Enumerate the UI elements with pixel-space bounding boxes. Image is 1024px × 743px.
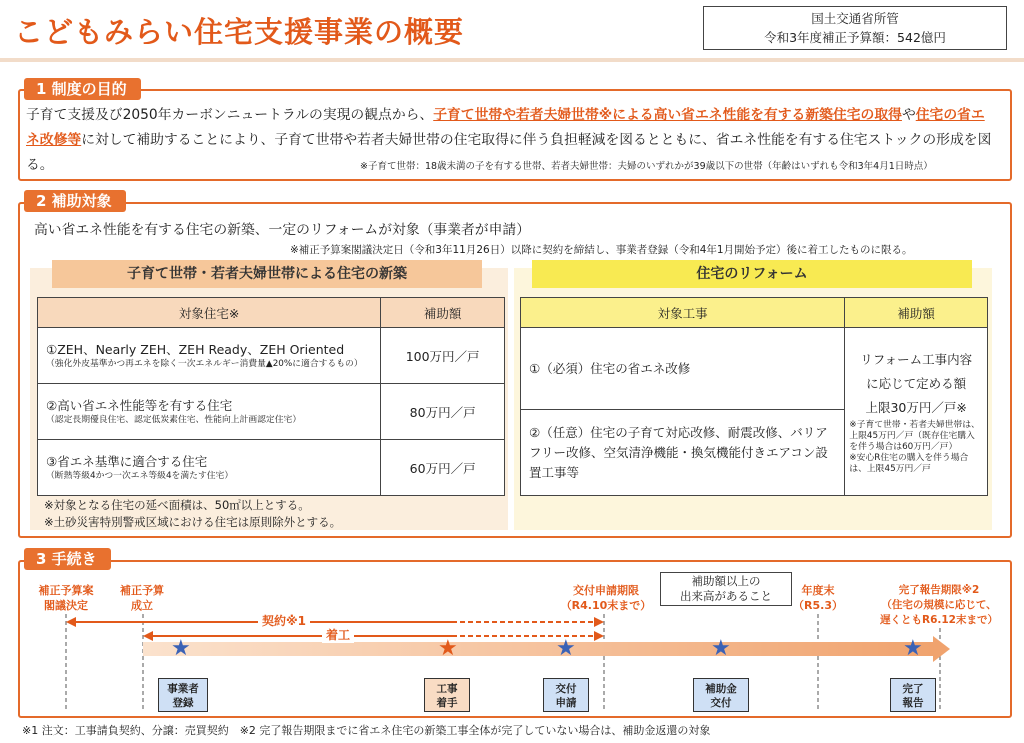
page-title: こどもみらい住宅支援事業の概要 <box>14 15 465 49</box>
timeline-band <box>143 642 933 656</box>
milestone-text: 成立 <box>131 599 153 612</box>
step-text: 補助金 <box>705 683 737 695</box>
row-label: ②高い省エネ性能等を有する住宅 <box>46 397 233 413</box>
milestone-text: 遅くともR6.12末まで） <box>880 614 998 626</box>
column-header: 対象住宅※ <box>38 298 381 328</box>
step-text: 事業者 <box>167 683 199 695</box>
reform-amount-b: に応じて定める額 <box>866 376 967 391</box>
step-star-icon: ★ <box>438 636 458 661</box>
table-cell <box>38 328 381 384</box>
contract-label: 契約※1 <box>258 612 310 629</box>
row-sub: （強化外皮基準かつ再エネを除く一次エネルギー消費量▲20%に適合するもの） <box>46 358 363 369</box>
reform-note: ※子育て世帯・若者夫婦世帯は、上限45万円／戸（既存住宅購入を伴う場合は60万円／戸） <box>849 420 980 452</box>
timeline-graphic <box>0 600 1024 720</box>
table-header-row <box>521 298 988 328</box>
step-text: 申請 <box>555 697 577 709</box>
amount-cell: 80万円／戸 <box>381 384 505 440</box>
step-star-icon: ★ <box>711 636 731 661</box>
milestone-text: 年度末 <box>801 584 835 597</box>
column-header: 補助額 <box>845 298 988 328</box>
s1-text-a: 子育て支援及び2050年カーボンニュートラルの実現の観点から、 <box>26 107 434 123</box>
step-text: 完了 <box>902 683 924 695</box>
row-label: ③省エネ基準に適合する住宅 <box>46 453 208 469</box>
s1-text-c: に対して補助することにより、子育て世帯や若者夫婦世帯の住宅取得に伴う負担軽減を図るとともに、省エネ性能を有する住宅ストックの形成を図る。 <box>26 132 992 173</box>
callout-text: 出来高があること <box>680 589 772 603</box>
table-row <box>38 440 505 496</box>
s1-highlight-1: 子育て世帯や若者夫婦世帯※による高い省エネ性能を有する新築住宅の取得 <box>433 107 902 123</box>
row-sub: （認定長期優良住宅、認定低炭素住宅、性能向上計画認定住宅） <box>46 414 302 425</box>
section1-note: ※子育て世帯：18歳未満の子を有する世帯、若者夫婦世帯：夫婦のいずれかが39歳以下の世帯（年齢はいずれも令和3年4月1日時点） <box>360 161 933 172</box>
note-line: ※対象となる住宅の延べ面積は、50㎡以上とする。 <box>44 498 310 512</box>
s1-text-b: や <box>901 107 916 123</box>
reform-table <box>520 297 988 496</box>
note-line: ※土砂災害特別警戒区域における住宅は原則除外とする。 <box>44 515 342 529</box>
new-build-notes <box>44 497 341 531</box>
milestone-text: 交付申請期限 <box>573 584 639 597</box>
table-row <box>38 384 505 440</box>
table-cell <box>38 384 381 440</box>
header-divider <box>0 58 1024 62</box>
new-build-heading: 子育て世帯・若者夫婦世帯による住宅の新築 <box>52 260 482 288</box>
arrow-head <box>594 617 604 627</box>
milestone-text: （R4.10末まで） <box>560 599 652 612</box>
row-label: ①ZEH、Nearly ZEH、ZEH Ready、ZEH Oriented <box>46 341 345 357</box>
table-cell: ②（任意）住宅の子育て対応改修、耐震改修、バリアフリー改修、空気清浄機能・換気機能付きエアコン設置工事等 <box>521 410 845 496</box>
milestone-text: 完了報告期限※2 <box>898 584 980 596</box>
step-grant <box>693 678 749 712</box>
reform-amount-c: 上限30万円／戸※ <box>865 400 967 415</box>
step-text: 報告 <box>902 697 924 709</box>
arrow-head <box>66 617 76 627</box>
budget-box <box>703 6 1007 50</box>
section2-note: ※補正予算案閣議決定日（令和3年11月26日）以降に契約を締結し、事業者登録（令和4年1月開始予定）後に着工したものに限る。 <box>290 244 913 256</box>
column-header: 対象工事 <box>521 298 845 328</box>
step-text: 着手 <box>436 697 458 709</box>
step-report <box>890 678 936 712</box>
s1-highlight-2: 住宅の省エネ改修等 <box>26 107 985 148</box>
step-text: 登録 <box>172 697 194 709</box>
reform-amount-a: リフォーム工事内容 <box>860 352 973 367</box>
row-sub: （断熱等級4かつ一次エネ等級4を満たす住宅） <box>46 470 234 481</box>
amount-cell <box>845 328 988 496</box>
milestone-text: 閣議決定 <box>44 599 88 612</box>
section1-tab: 1 制度の目的 <box>24 78 141 100</box>
ministry-label: 国土交通省所管 <box>811 11 899 26</box>
milestone-text: （R5.3） <box>793 599 843 612</box>
step-application <box>543 678 589 712</box>
table-row <box>38 328 505 384</box>
column-header: 補助額 <box>381 298 505 328</box>
section2-tab: 2 補助対象 <box>24 190 126 212</box>
table-header-row <box>38 298 505 328</box>
step-star-icon: ★ <box>556 636 576 661</box>
new-build-table <box>37 297 505 496</box>
reform-heading: 住宅のリフォーム <box>532 260 972 288</box>
step-star-icon: ★ <box>171 636 191 661</box>
step-start <box>424 678 470 712</box>
step-text: 工事 <box>436 683 458 695</box>
step-registration <box>158 678 208 712</box>
step-star-icon: ★ <box>903 636 923 661</box>
budget-label: 令和3年度補正予算額：542億円 <box>764 30 946 45</box>
table-cell <box>38 440 381 496</box>
arrow-head <box>594 631 604 641</box>
section2-lead: 高い省エネ性能を有する住宅の新築、一定のリフォームが対象（事業者が申請） <box>34 222 530 238</box>
section3-tab: 3 手続き <box>24 548 111 570</box>
step-text: 交付 <box>710 697 732 709</box>
step-text: 交付 <box>555 683 577 695</box>
table-cell: ①（必須）住宅の省エネ改修 <box>521 328 845 410</box>
table-row <box>521 328 988 410</box>
footnote: ※1 注文：工事請負契約、分譲：売買契約 ※2 完了報告期限までに省エネ住宅の新築工事全体が完了していない場合は、補助金返還の対象 <box>22 724 711 737</box>
milestone-text: （住宅の規模に応じて、 <box>881 599 997 611</box>
timeline-arrow-head <box>933 636 950 662</box>
reform-note: ※安心R住宅の購入を伴う場合は、上限45万円／戸 <box>849 453 969 474</box>
milestone-text: 補正予算 <box>120 584 164 597</box>
callout-text: 補助額以上の <box>691 574 761 588</box>
amount-cell: 60万円／戸 <box>381 440 505 496</box>
arrow-head <box>143 631 153 641</box>
milestone-text: 補正予算案 <box>38 584 94 597</box>
amount-cell: 100万円／戸 <box>381 328 505 384</box>
construction-label: 着工 <box>322 626 354 643</box>
